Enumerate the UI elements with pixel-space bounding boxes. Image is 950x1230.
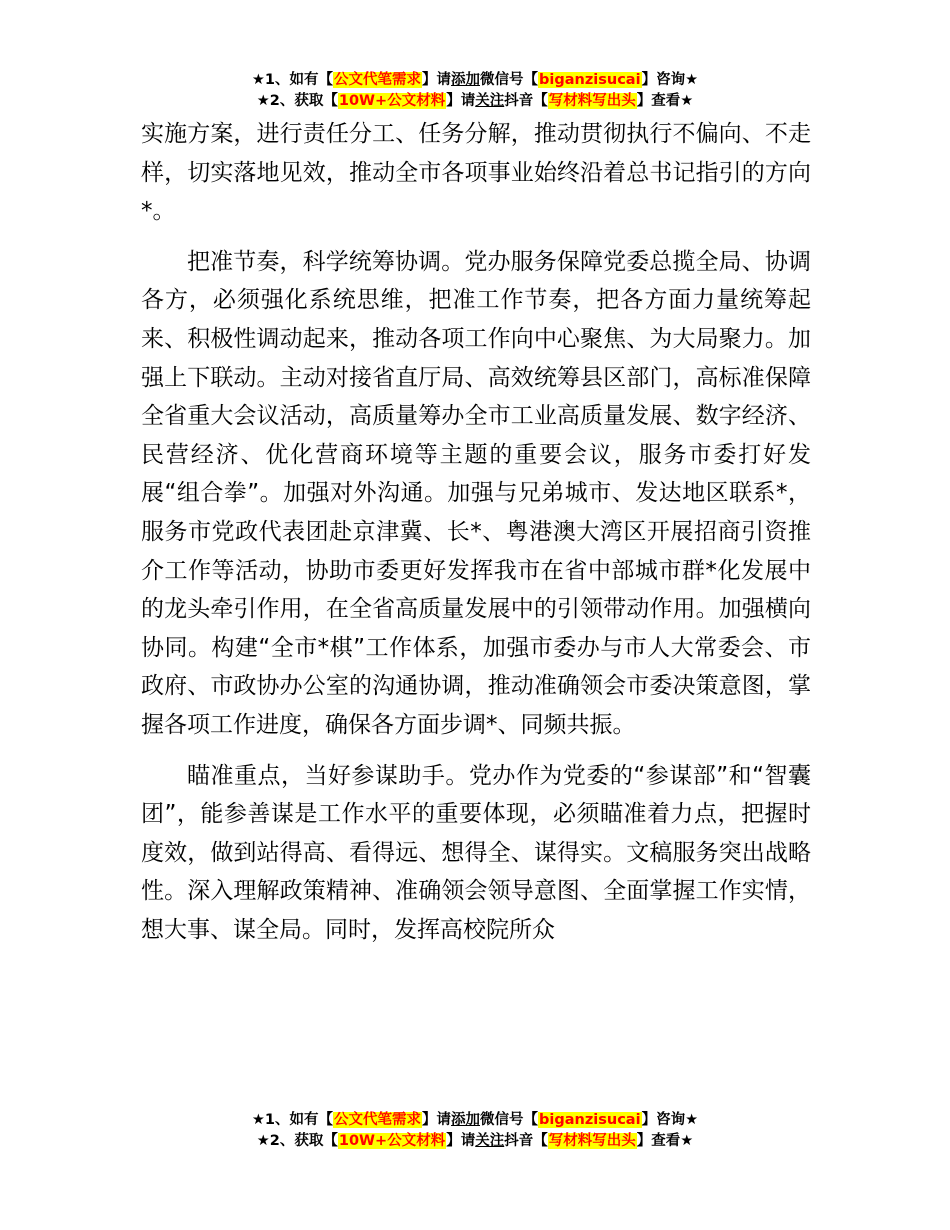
document-body xyxy=(141,115,811,961)
paragraph-1: 实施方案，进行责任分工、任务分解，推动贯彻执行不偏向、不走样，切实落地见效，推动全市各项事业始终沿着总书记指引的方向*。 xyxy=(141,121,811,225)
highlight-materials: 10W+公文材料 xyxy=(338,1133,446,1149)
highlight-douyin: 写材料写出头 xyxy=(548,93,636,109)
paragraph-3: 瞄准重点，当好参谋助手。党办作为党委的“参谋部”和“智囊团”，能参善谋是工作水平的重要体现，必须瞄准着力点，把握时度效，做到站得高、看得远、想得全、谋得实。文稿服务突出战略性。深入理解政策精神、准确领会领导意图、全面掌握工作实情，想大事、谋全局。同时，发挥高校院所众 xyxy=(141,762,811,943)
highlight-douyin: 写材料写出头 xyxy=(548,1133,636,1149)
highlight-service: 公文代笔需求 xyxy=(334,1112,422,1128)
footer-line-1: ★1、如有【公文代笔需求】请添加微信号【biganzisucai】咨询★ xyxy=(251,1112,699,1128)
footer-banner xyxy=(0,1110,950,1152)
footer-line-2: ★2、获取【10W+公文材料】请关注抖音【写材料写出头】查看★ xyxy=(256,1133,694,1149)
header-banner xyxy=(0,70,950,112)
highlight-materials: 10W+公文材料 xyxy=(338,93,446,109)
highlight-service: 公文代笔需求 xyxy=(334,72,422,88)
header-line-1: ★1、如有【公文代笔需求】请添加微信号【biganzisucai】咨询★ xyxy=(251,72,699,88)
highlight-wechat-id: biganzisucai xyxy=(539,72,641,88)
paragraph-2: 把准节奏，科学统筹协调。党办服务保障党委总揽全局、协调各方，必须强化系统思维，把准工作节奏，把各方面力量统筹起来、积极性调动起来，推动各项工作向中心聚焦、为大局聚力。加强上下联动。主动对接省直厅局、高效统筹县区部门，高标准保障全省重大会议活动，高质量筹办全市工业高质量发展、数字经济、民营经济、优化营商环境等主题的重要会议，服务市委打好发展“组合拳”。加强对外沟通。加强与兄弟城市、发达地区联系*，服务市党政代表团赴京津冀、长*、粤港澳大湾区开展招商引资推介工作等活动，协助市委更好发挥我市在省中部城市群*化发展中的龙头牵引作用，在全省高质量发展中的引领带动作用。加强横向协同。构建“全市*棋”工作体系，加强市委办与市人大常委会、市政府、市政协办公室的沟通协调，推动准确领会市委决策意图，掌握各项工作进度，确保各方面步调*、同频共振。 xyxy=(141,248,811,738)
header-line-2: ★2、获取【10W+公文材料】请关注抖音【写材料写出头】查看★ xyxy=(256,93,694,109)
highlight-wechat-id: biganzisucai xyxy=(539,1112,641,1128)
